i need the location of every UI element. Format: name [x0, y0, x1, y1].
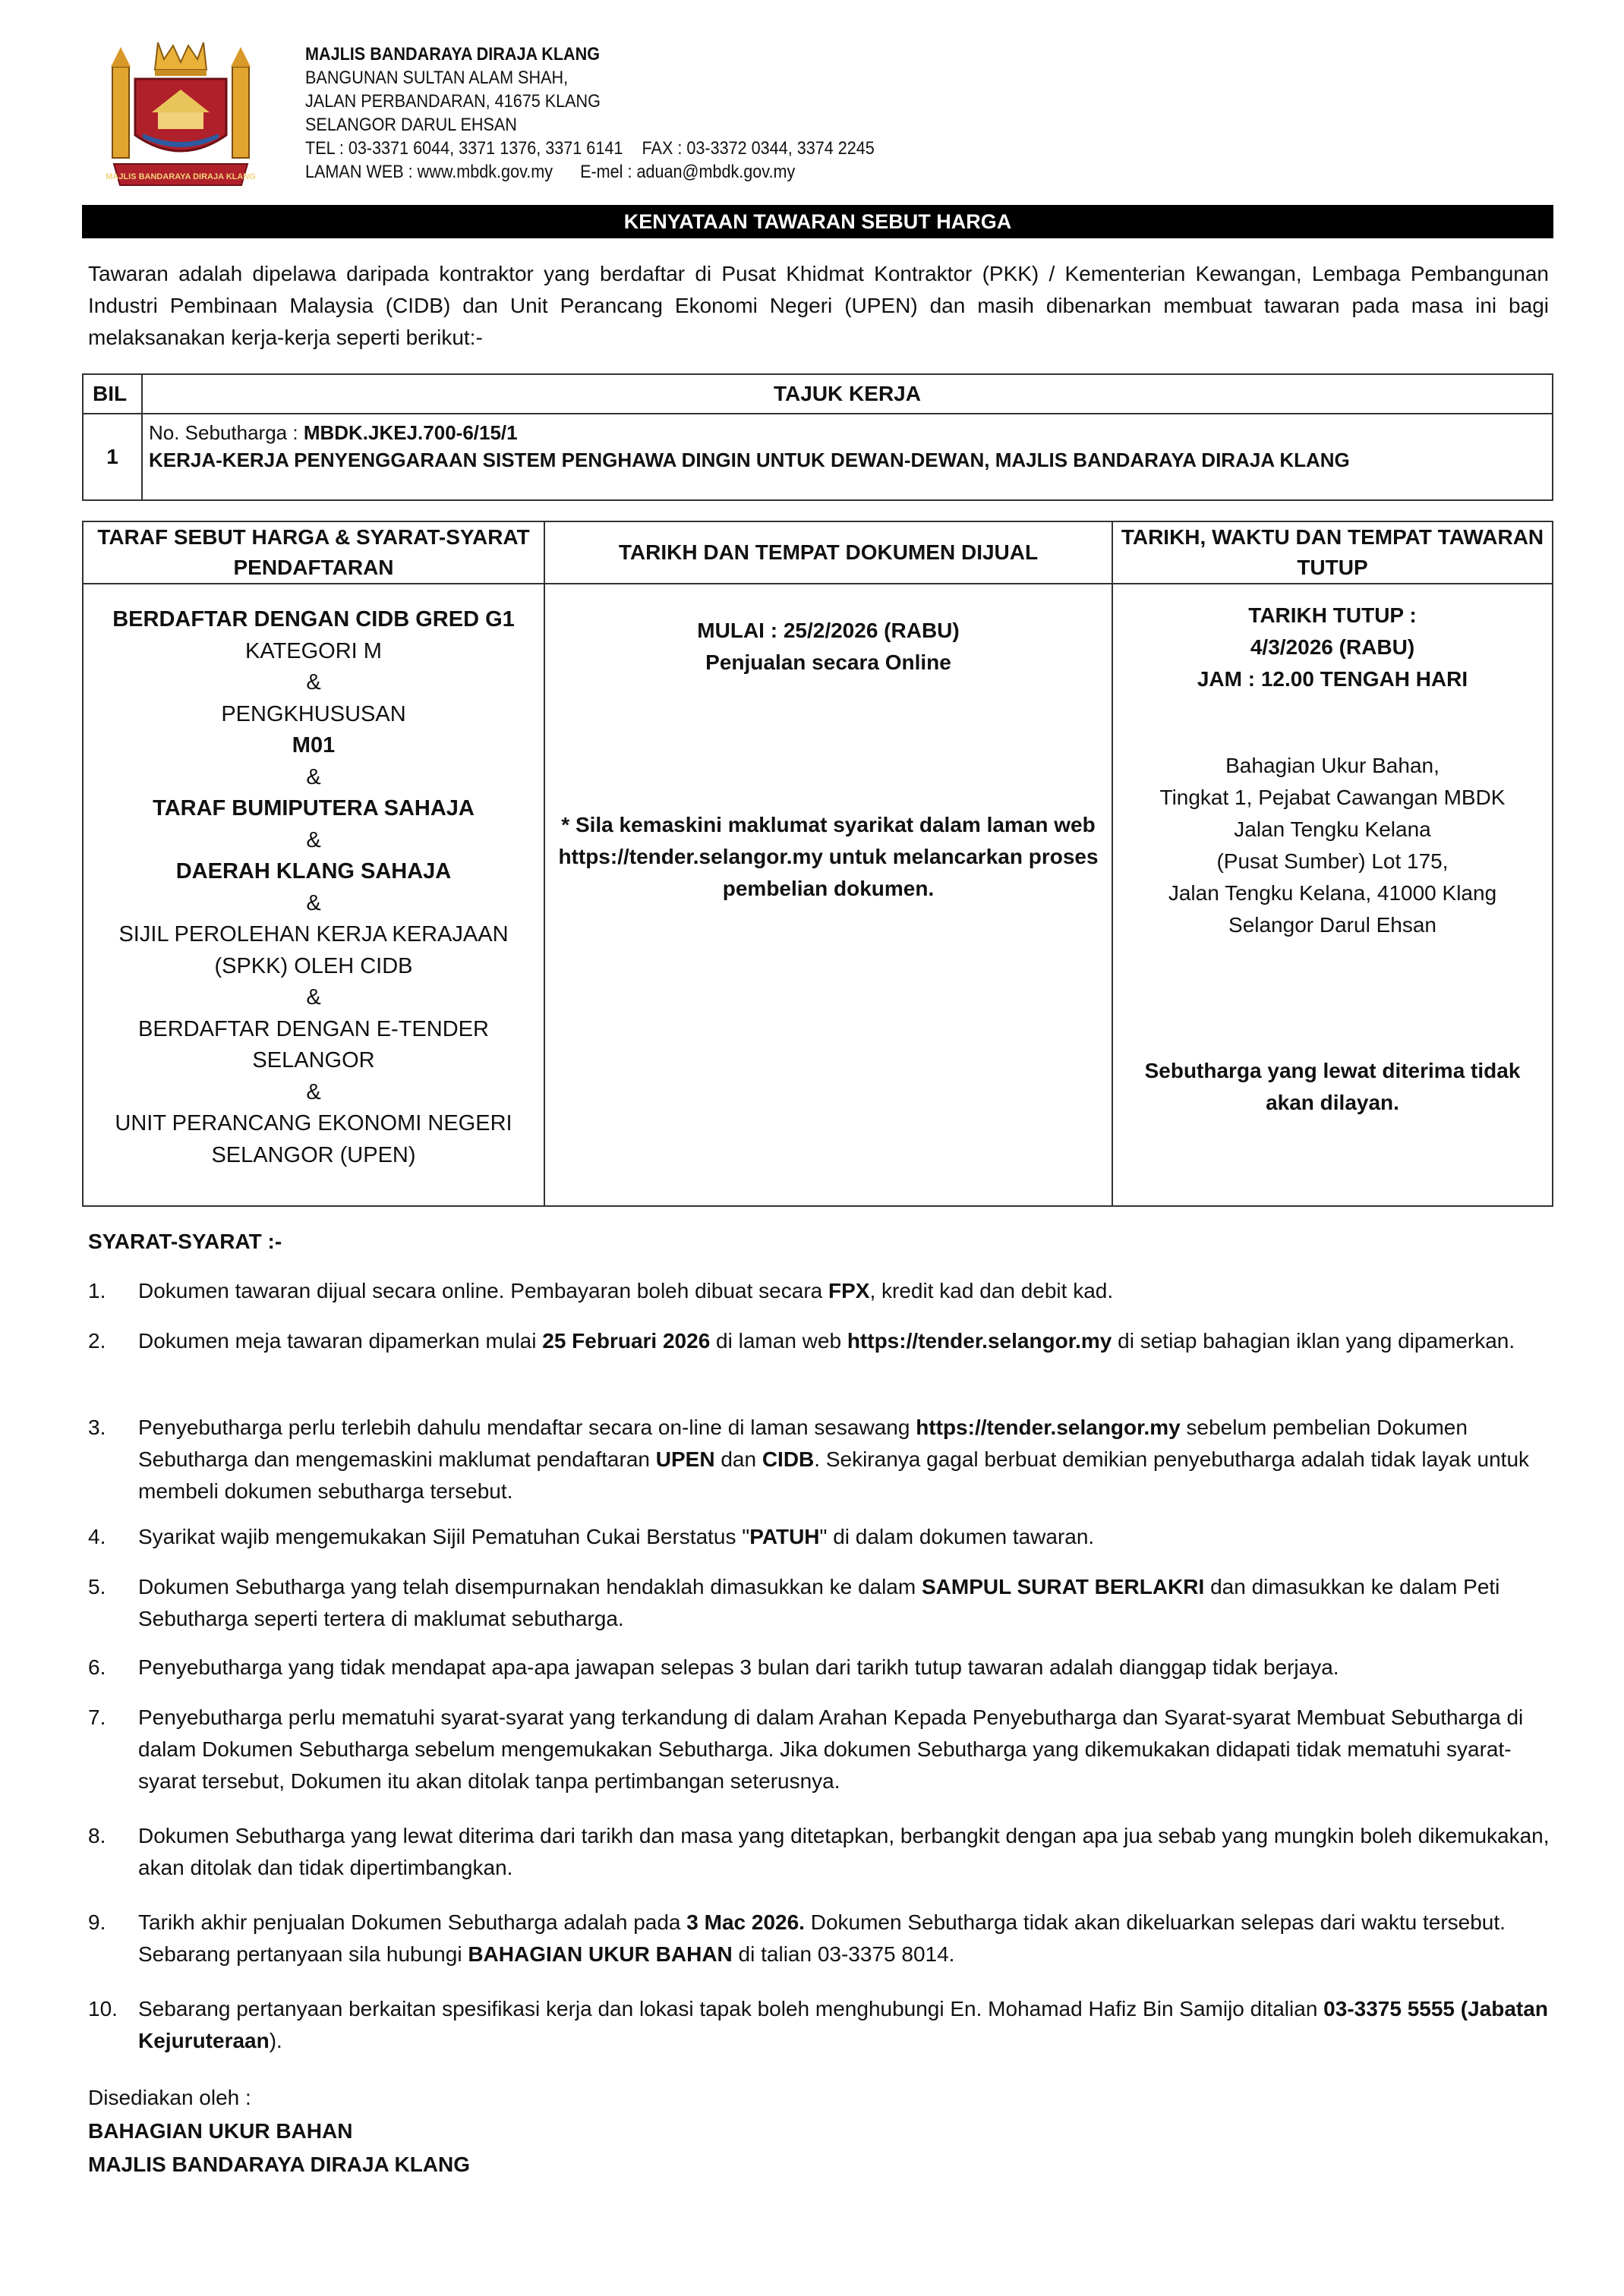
notice-banner: KENYATAAN TAWARAN SEBUT HARGA: [82, 205, 1553, 238]
requirement-line: SELANGOR: [252, 1048, 375, 1072]
email-text: E-mel : aduan@mbdk.gov.my: [580, 162, 796, 182]
condition-number: 10.: [88, 1997, 118, 2020]
closing-address-line: (Pusat Sumber) Lot 175,: [1216, 849, 1449, 873]
header-sale: TARIKH DAN TEMPAT DOKUMEN DIJUAL: [544, 521, 1112, 584]
closing-note: Sebutharga yang lewat diterima tidak akan dilayan.: [1144, 1059, 1521, 1114]
conditions-title: SYARAT-SYARAT :-: [88, 1230, 282, 1253]
requirement-line: BERDAFTAR DENGAN CIDB GRED G1: [112, 607, 515, 631]
condition-number: 3.: [88, 1416, 106, 1439]
close-date: 4/3/2026 (RABU): [1250, 635, 1415, 659]
requirement-line: UNIT PERANCANG EKONOMI NEGERI: [115, 1111, 512, 1135]
org-name: MAJLIS BANDARAYA DIRAJA KLANG: [305, 44, 601, 65]
requirement-line: SELANGOR (UPEN): [211, 1142, 416, 1167]
requirement-line: M01: [292, 733, 336, 757]
prepared-by-dept: BAHAGIAN UKUR BAHAN: [88, 2119, 353, 2143]
requirement-line: TARAF BUMIPUTERA SAHAJA: [153, 796, 475, 820]
row-number: 1: [83, 414, 142, 500]
web-text: LAMAN WEB : www.mbdk.gov.my: [305, 162, 553, 182]
closing-address: [1113, 750, 1552, 941]
condition-number: 7.: [88, 1705, 106, 1729]
requirement-line: DAERAH KLANG SAHAJA: [175, 859, 452, 883]
closing-address-line: Bahagian Ukur Bahan,: [1225, 754, 1440, 777]
requirement-line: KATEGORI M: [245, 638, 382, 663]
closing-address-line: Tingkat 1, Pejabat Cawangan MBDK: [1159, 786, 1506, 809]
requirement-line: SIJIL PEROLEHAN KERJA KERAJAAN: [118, 922, 509, 946]
letterhead-address: [305, 43, 875, 184]
condition-text: Syarikat wajib mengemukakan Sijil Pematuhan Cukai Berstatus "PATUH" di dalam dokumen tawaran.: [138, 1525, 1095, 1548]
ref-label: No. Sebutharga :: [149, 421, 304, 444]
requirement-line: &: [306, 985, 321, 1009]
tel-text: TEL : 03-3371 6044, 3371 1376, 3371 6141: [305, 138, 623, 159]
address-line-3: SELANGOR DARUL EHSAN: [305, 115, 517, 135]
closing-address-line: Jalan Tengku Kelana, 41000 Klang: [1168, 881, 1497, 905]
contact-phone-line: [305, 137, 875, 160]
sale-info: [545, 584, 1112, 679]
condition-number: 8.: [88, 1824, 106, 1847]
condition-number: 5.: [88, 1575, 106, 1598]
ref-value: MBDK.JKEJ.700-6/15/1: [303, 421, 518, 444]
closing-cell: [1112, 584, 1553, 1206]
address-line-1: BANGUNAN SULTAN ALAM SHAH,: [305, 68, 569, 88]
condition-text: Penyebutharga perlu mematuhi syarat-syarat yang terkandung di dalam Arahan Kepada Penyebutharga dan Syarat-syarat Membuat Sebutharga di dalam Dokumen Sebutharga sebelum mengemukakan Sebutharga. Jika dokumen Sebutharga yang dikemukakan didapati tidak mematuhi syarat-syarat tersebut, Dokumen itu akan ditolak tanpa pertimbangan seterusnya.: [138, 1705, 1524, 1793]
requirement-line: &: [306, 890, 321, 915]
intro-paragraph: Tawaran adalah dipelawa daripada kontraktor yang berdaftar di Pusat Khidmat Kontraktor (PKK) / Kementerian Kewangan, Lembaga Pembangunan Industri Pembinaan Malaysia (CIDB) dan Unit Perancang Ekonomi Negeri (UPEN) dan masih dibenarkan membuat tawaran pada masa ini bagi melaksanakan kerja-kerja seperti berikut:-: [88, 262, 1549, 349]
condition-text: Dokumen Sebutharga yang lewat diterima dari tarikh dan masa yang ditetapkan, berbangkit dengan apa jua sebab yang mungkin boleh dikemukakan, akan ditolak dan tidak dipertimbangkan.: [138, 1824, 1550, 1879]
header-closing: TARIKH, WAKTU DAN TEMPAT TAWARAN TUTUP: [1112, 521, 1553, 584]
condition-text: Dokumen tawaran dijual secara online. Pembayaran boleh dibuat secara FPX, kredit kad dan debit kad.: [138, 1279, 1114, 1302]
condition-text: Sebarang pertanyaan berkaitan spesifikasi kerja dan lokasi tapak boleh menghubungi En. Mohamad Hafiz Bin Samijo ditalian 03-3375 5555 (Jabatan Kejuruteraan).: [138, 1997, 1548, 2052]
condition-number: 9.: [88, 1910, 106, 1934]
close-time: JAM : 12.00 TENGAH HARI: [1197, 667, 1468, 691]
condition-number: 1.: [88, 1279, 106, 1302]
prepared-by-label: Disediakan oleh :: [88, 2086, 251, 2109]
mbdk-crest-logo-icon: [105, 36, 257, 193]
sale-note: * Sila kemaskini maklumat syarikat dalam laman web https://tender.selangor.my untuk melancarkan proses pembelian dokumen.: [558, 813, 1099, 900]
requirement-line: &: [306, 764, 321, 789]
requirement-line: &: [306, 1079, 321, 1104]
col-header-bil: BIL: [83, 374, 142, 414]
sale-start: MULAI : 25/2/2026 (RABU): [697, 619, 960, 642]
condition-text: Dokumen meja tawaran dipamerkan mulai 25 Februari 2026 di laman web https://tender.selangor.my di setiap bahagian iklan yang dipamerkan.: [138, 1329, 1515, 1353]
work-title-table: [82, 373, 1553, 501]
requirement-line: BERDAFTAR DENGAN E-TENDER: [138, 1016, 489, 1041]
contact-web-line: [305, 160, 875, 184]
condition-number: 6.: [88, 1655, 106, 1679]
closing-address-line: Selangor Darul Ehsan: [1228, 913, 1436, 937]
condition-text: Penyebutharga yang tidak mendapat apa-apa jawapan selepas 3 bulan dari tarikh tutup tawaran adalah dianggap tidak berjaya.: [138, 1655, 1339, 1679]
logo-scroll-text: MAJLIS BANDARAYA DIRAJA KLANG: [106, 172, 256, 181]
address-line-2: JALAN PERBANDARAN, 41675 KLANG: [305, 91, 601, 112]
requirement-line: &: [306, 670, 321, 694]
details-table: [82, 521, 1553, 1207]
closing-info: [1113, 584, 1552, 695]
work-cell: [142, 414, 1553, 500]
condition-text: Tarikh akhir penjualan Dokumen Sebutharga adalah pada 3 Mac 2026. Dokumen Sebutharga tidak akan dikeluarkan selepas dari waktu tersebut. Sebarang pertanyaan sila hubungi BAHAGIAN UKUR BAHAN di talian 03-3375 8014.: [138, 1910, 1506, 1966]
requirement-line: PENGKHUSUSAN: [221, 701, 406, 726]
requirements-list: [84, 584, 544, 1171]
condition-number: 4.: [88, 1525, 106, 1548]
quotation-ref: [149, 419, 1544, 446]
closing-address-line: Jalan Tengku Kelana: [1234, 817, 1431, 841]
footer: [88, 2081, 470, 2181]
prepared-by-org: MAJLIS BANDARAYA DIRAJA KLANG: [88, 2153, 471, 2176]
sale-cell: [544, 584, 1112, 1206]
col-header-tajuk: TAJUK KERJA: [142, 374, 1553, 414]
condition-text: Dokumen Sebutharga yang telah disempurnakan hendaklah dimasukkan ke dalam SAMPUL SURAT BERLAKRI dan dimasukkan ke dalam Peti Sebutharga seperti tertera di maklumat sebutharga.: [138, 1575, 1500, 1630]
requirement-line: &: [306, 827, 321, 852]
work-title: KERJA-KERJA PENYENGGARAAN SISTEM PENGHAWA DINGIN UNTUK DEWAN-DEWAN, MAJLIS BANDARAYA DIRAJA KLANG: [149, 449, 1350, 471]
header-requirements: TARAF SEBUT HARGA & SYARAT-SYARAT PENDAFTARAN: [83, 521, 544, 584]
sale-mode: Penjualan secara Online: [705, 650, 951, 674]
fax-text: FAX : 03-3372 0344, 3374 2245: [642, 138, 875, 159]
close-label: TARIKH TUTUP :: [1248, 603, 1417, 627]
requirements-cell: [83, 584, 544, 1206]
condition-number: 2.: [88, 1329, 106, 1353]
condition-text: Penyebutharga perlu terlebih dahulu mendaftar secara on-line di laman sesawang https://tender.selangor.my sebelum pembelian Dokumen Sebutharga dan mengemaskini maklumat pendaftaran UPEN dan CIDB. Sekiranya gagal berbuat demikian penyebutharga adalah tidak layak untuk membeli dokumen sebutharga tersebut.: [138, 1416, 1530, 1503]
requirement-line: (SPKK) OLEH CIDB: [214, 953, 413, 978]
